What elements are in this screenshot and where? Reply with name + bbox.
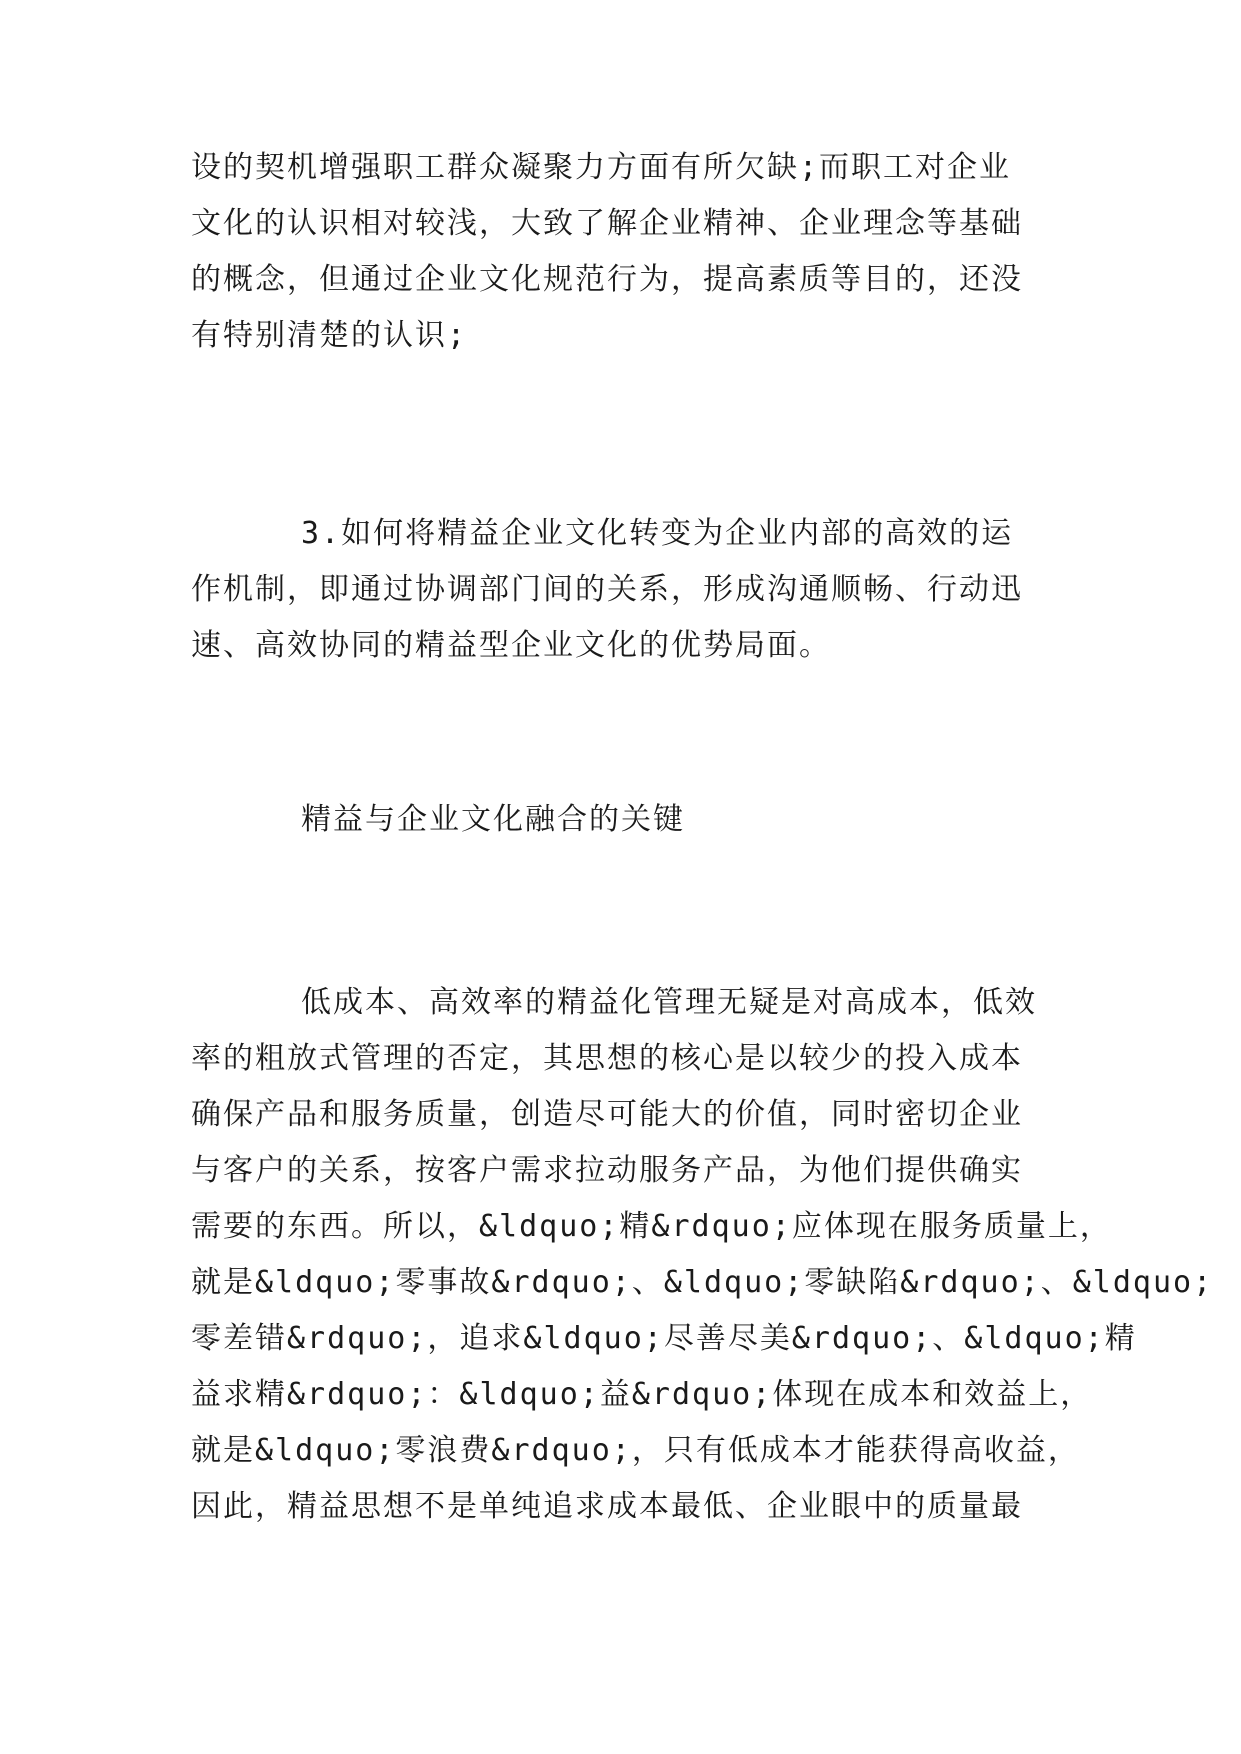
paragraph-3-line-6: 就是&ldquo;零事故&rdquo;、&ldquo;零缺陷&rdquo;、&ldquo; [191,1265,1214,1300]
paragraph-3-line-8: 益求精&rdquo;：&ldquo;益&rdquo;体现在成本和效益上， [191,1377,1093,1412]
paragraph-1-line-1: 设的契机增强职工群众凝聚力方面有所欠缺;而职工对企业 [191,150,1012,185]
paragraph-3-line-5: 需要的东西。所以，&ldquo;精&rdquo;应体现在服务质量上， [191,1209,1112,1244]
section-heading: 精益与企业文化融合的关键 [301,802,685,837]
paragraph-3-line-1: 低成本、高效率的精益化管理无疑是对高成本，低效 [301,985,1037,1020]
paragraph-2-line-1: 3.如何将精益企业文化转变为企业内部的高效的运 [301,516,1014,551]
paragraph-3-line-2: 率的粗放式管理的否定，其思想的核心是以较少的投入成本 [191,1041,1023,1076]
paragraph-3-line-4: 与客户的关系，按客户需求拉动服务产品，为他们提供确实 [191,1153,1023,1188]
paragraph-1-line-2: 文化的认识相对较浅，大致了解企业精神、企业理念等基础 [191,206,1023,241]
paragraph-3-line-7: 零差错&rdquo;，追求&ldquo;尽善尽美&rdquo;、&ldquo;精 [191,1321,1137,1356]
paragraph-1-line-4: 有特别清楚的认识; [191,318,468,353]
paragraph-2-line-2: 作机制，即通过协调部门间的关系，形成沟通顺畅、行动迅 [191,572,1023,607]
paragraph-3-line-10: 因此，精益思想不是单纯追求成本最低、企业眼中的质量最 [191,1489,1023,1524]
paragraph-3-line-3: 确保产品和服务质量，创造尽可能大的价值，同时密切企业 [191,1097,1023,1132]
paragraph-2-line-3: 速、高效协同的精益型企业文化的优势局面。 [191,628,831,663]
paragraph-3-line-9: 就是&ldquo;零浪费&rdquo;，只有低成本才能获得高收益， [191,1433,1080,1468]
paragraph-1-line-3: 的概念，但通过企业文化规范行为，提高素质等目的，还没 [191,262,1023,297]
